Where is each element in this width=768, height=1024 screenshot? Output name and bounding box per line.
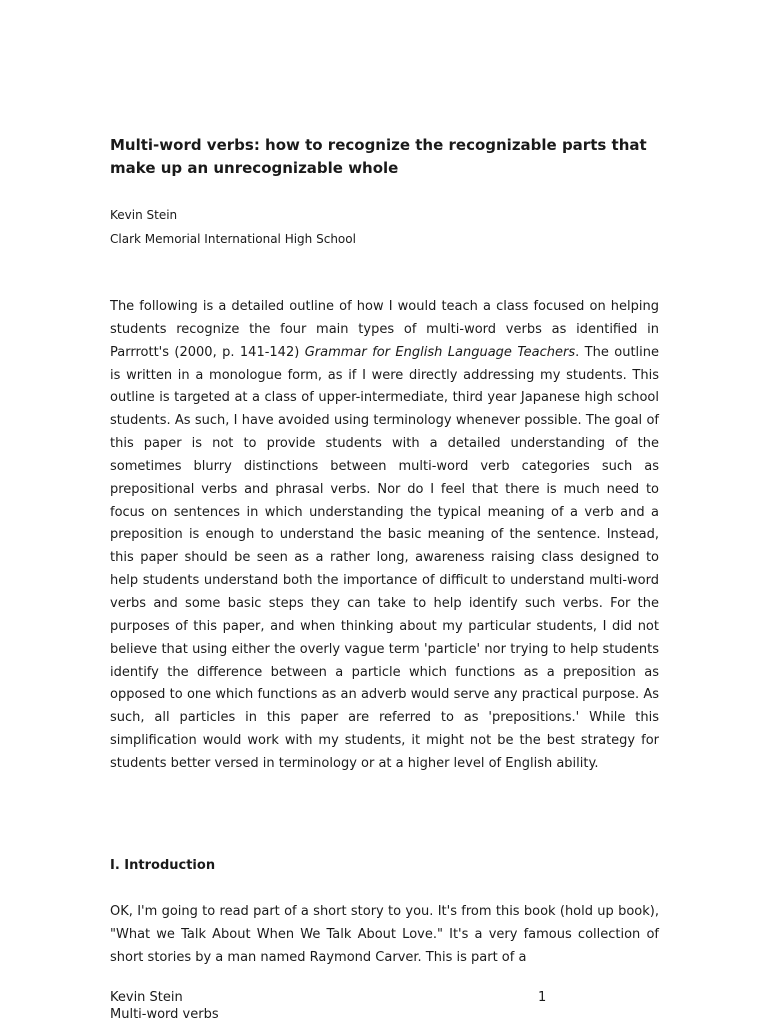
document-title: Multi-word verbs: how to recognize the recognizable parts that make up an unrecognizable whole [110,136,647,177]
author-name: Kevin Stein [110,208,178,222]
intro-text-before-citation: The following is a detailed outline of how I would teach a class focused on helping students recognize the four main types of multi-word verbs as identified in Parrrott's (2000, p. 141-142) [110,299,659,360]
book-title-citation: Grammar for English Language Teachers [304,344,576,360]
intro-paragraph [110,296,659,776]
author-affiliation: Clark Memorial International High School [110,232,356,246]
story-paragraph: OK, I'm going to read part of a short story to you. It's from this book (hold up book), "What we Talk About When We Talk About Love." It's a very famous collection of short stories by a man named Raymond Carver. This is part of a [110,904,659,965]
section-heading-introduction: I. Introduction [110,858,216,873]
footer-short-title: Multi-word verbs [110,1007,219,1022]
footer-author: Kevin Stein [110,990,183,1005]
page-number: 1 [538,990,547,1005]
intro-text-after-citation: . The outline is written in a monologue form, as if I were directly addressing my students. This outline is targeted at a class of upper-intermediate, third year Japanese high school students. As such, I have avoided using terminology whenever possible. The goal of this paper is not to provide students with a detailed understanding of the sometimes blurry distinctions between multi-word verb categories such as prepositional verbs and phrasal verbs. Nor do I feel that there is much need to focus on sentences in which understanding the typical meaning of a verb and a preposition is enough to understand the basic meaning of the sentence. Instead, this paper should be seen as a rather long, awareness raising class designed to help students understand both the importance of difficult to understand multi-word verbs and some basic steps they can take to help identify such verbs. For the purposes of this paper, and when thinking about my particular students, I did not believe that using either the overly vague term 'particle' nor trying to help students identify the difference between a particle which functions as a preposition as opposed to one which functions as an adverb would serve any practical purpose. As such, all particles in this paper are referred to as 'prepositions.' While this simplification would work with my students, it might not be the best strategy for students better versed in terminology or at a higher level of English ability. [110,344,659,771]
